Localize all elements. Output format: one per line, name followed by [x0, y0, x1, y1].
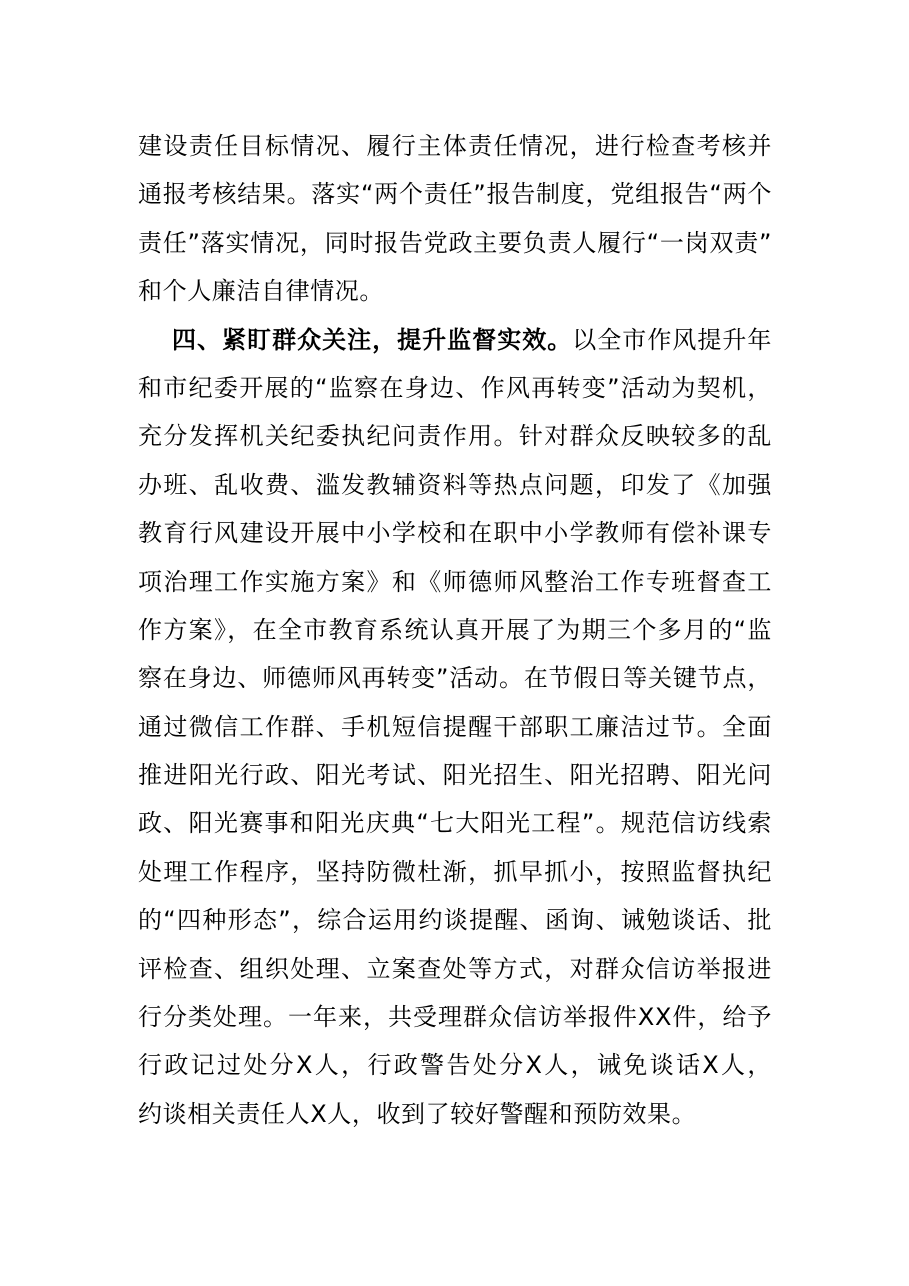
document-body [138, 122, 772, 1138]
text-line: 项治理工作实施方案》和《师德师风整治工作专班督查工 [138, 567, 772, 596]
text-line: 行政记过处分X人，行政警告处分X人，诫免谈话X人， [138, 1051, 772, 1080]
text-line: 约谈相关责任人X人，收到了较好警醒和预防效果。 [138, 1099, 697, 1128]
text-line: 评检查、组织处理、立案查处等方式，对群众信访举报进 [138, 954, 772, 983]
text-line: 和市纪委开展的“监察在身边、作风再转变”活动为契机， [138, 373, 772, 402]
text-line: 责任”落实情况，同时报告党政主要负责人履行“一岗双责” [138, 228, 772, 257]
text-line: 推进阳光行政、阳光考试、阳光招生、阳光招聘、阳光问 [138, 761, 772, 790]
text-line: 行分类处理。一年来，共受理群众信访举报件XX件，给予 [138, 1003, 772, 1032]
text-line: 察在身边、师德师风再转变”活动。在节假日等关键节点， [138, 664, 772, 693]
text-line: 通报考核结果。落实“两个责任”报告制度，党组报告“两个 [138, 180, 772, 209]
text-line: 政、阳光赛事和阳光庆典“七大阳光工程”。规范信访线索 [138, 809, 772, 838]
text-line: 教育行风建设开展中小学校和在职中小学教师有偿补课专 [138, 519, 772, 548]
text-line: 充分发挥机关纪委执纪问责作用。针对群众反映较多的乱 [138, 422, 772, 451]
text-line: 建设责任目标情况、履行主体责任情况，进行检查考核并 [138, 132, 772, 160]
text-line: 的“四种形态”，综合运用约谈提醒、函询、诫勉谈话、批 [138, 906, 772, 935]
text-line: 处理工作程序，坚持防微杜渐，抓早抓小，按照监督执纪 [138, 857, 772, 886]
paragraph-public-supervision [138, 316, 772, 1139]
text-line: 作方案》，在全市教育系统认真开展了为期三个多月的“监 [138, 615, 772, 644]
section-heading: 四、紧盯群众关注，提升监督实效。 [172, 325, 573, 354]
text-line: 通过微信工作群、手机短信提醒干部职工廉洁过节。全面 [138, 712, 772, 741]
text-line: 办班、乱收费、滥发教辅资料等热点问题，印发了《加强 [138, 470, 772, 499]
text-line: 和个人廉洁自律情况。 [138, 277, 384, 306]
text-line-with-heading [138, 316, 772, 364]
text-fragment: 以全市作风提升年 [572, 325, 772, 354]
paragraph-responsibility-report [138, 122, 772, 316]
